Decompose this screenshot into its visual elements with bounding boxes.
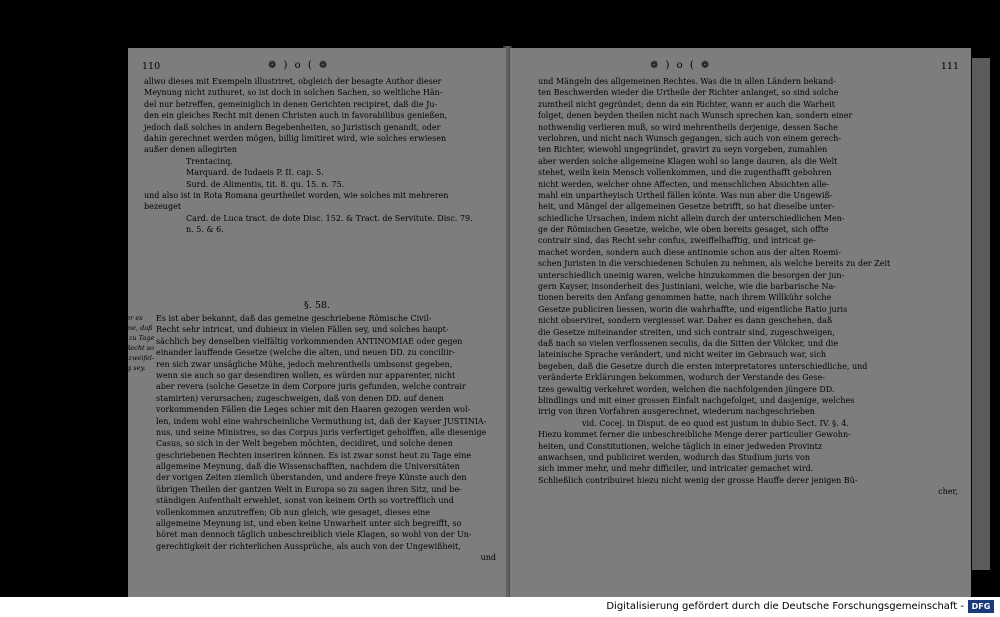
text-line: Casus, so sich in der Welt begeben möchten, decidiret, und solche denen: [156, 439, 453, 449]
text-line: vorkommenden Fällen die Leges schier mit den Haaren gezogen werden wol-: [156, 405, 471, 415]
text-line: übrigen Theilen der gantzen Welt in Europa so zu sagen ihren Sitz, und be-: [156, 484, 462, 494]
text-line: stamirten) verursachen; zugeschweigen, daß von denen DD. auf denen: [156, 393, 444, 403]
catchword: und: [480, 553, 496, 563]
text-line: und Mängeln des allgemeinen Rechtes. Was die in allen Ländern bekand-: [538, 77, 836, 86]
left-text-block-1: [144, 76, 494, 235]
text-line: ge der Römischen Gesetze, welche, wie oben bereits gesaget, sich offte: [538, 225, 829, 235]
text-line: lateinische Sprache verändert, und nicht weiter im Gebrauch war, sich: [538, 350, 826, 360]
text-line: irrig von ihren Vorfahren ausgerechnet, wiederum nachgeschrieben: [538, 407, 815, 417]
text-line: zumtheil nicht gegründet; denn da ein Richter, wann er auch die Warheit: [538, 99, 835, 109]
text-line: aber revera (solche Gesetze in dem Corpore juris gefunden, welche contrair: [156, 382, 466, 392]
text-line: ren sich zwar unsägliche Mühe, jedoch mehrentheils umbsonst gegeben,: [156, 359, 453, 369]
right-page: [510, 48, 971, 597]
header-ornament-left: ❁ ) o ( ❁: [268, 60, 330, 71]
text-line: tionen bereits den Anfang genommen hatte, nach ihrem Willkühr solche: [538, 293, 832, 303]
text-line: die Gesetze miteinander streiten, und sich contrair sind, zugeschweigen,: [538, 327, 835, 337]
section-heading: §. 58.: [304, 300, 330, 311]
left-page: [112, 48, 506, 597]
citation-line: Surd. de Alimentis, tit. 8. qu. 15. n. 75.: [186, 179, 345, 189]
text-line: ständigen Aufenthalt erwehlet, sonst von keinem Orth so vortrefflich und: [156, 496, 454, 506]
footer-bar: [0, 597, 1000, 617]
text-line: del nur betreffen, gemeiniglich in denen Gerichten recipiret, daß die Ju-: [144, 99, 438, 109]
funding-notice: Digitalisierung gefördert durch die Deutsche Forschungsgemeinschaft -: [606, 601, 964, 612]
right-text-block: [538, 76, 958, 497]
text-line: dahin gerechnet werden mögen, billig limitiret wird, wie solches erwiesen: [144, 133, 447, 143]
text-line: der vorigen Zeiten ziemlich überstanden, und andere freye Künste auch den: [156, 473, 467, 483]
text-line: sächlich bey denselben vielfältig vorkommenden ANTINOMIAE oder gegen: [156, 336, 463, 346]
text-line: folget, denen beyden theilen nicht nach Wunsch sprechen kan, sondern einer: [538, 111, 853, 121]
text-line: und also ist in Rota Romana geurtheilet worden, wie solches mit mehreren: [144, 190, 449, 200]
text-line: gern Kayser, insonderheit des Justiniani, welche, wie die barbarische Na-: [538, 282, 836, 292]
text-line: schiedliche Ursachen, indem nicht allein durch der unterschiedlichen Men-: [538, 213, 845, 223]
page-number-right: 111: [940, 61, 959, 72]
text-line: tzes gewaltig verkehret worden, welchen die nachfolgenden jüngere DD.: [538, 384, 835, 394]
text-line: blindlings und mit einer grossen Einfalt nachgefolget, und dasjenige, welches: [538, 395, 855, 405]
text-line: mahl ein unpartheyisch Urtheil fällen könte. Was nun aber die Ungewiß-: [538, 190, 833, 200]
text-line: gerechtigkeit der richterlichen Aussprüche, als auch von der Ungewißheit,: [156, 541, 461, 551]
dfg-logo[interactable]: DFG: [968, 600, 994, 613]
text-line: nicht werden, welcher ohne Affecten, und menschlichen Absichten alle-: [538, 179, 830, 189]
text-line: sich immer mehr, und mehr difficiler, und intricater gemachet wird.: [538, 464, 814, 474]
text-line: allgemeine Meynung ist, und eben keine Unwarheit unter sich begreifft, so: [156, 519, 462, 529]
text-line: begeben, daß die Gesetze durch die ersten interpretatores unterschiedliche, und: [538, 361, 868, 371]
text-line: Meynung nicht zuthuret, so ist doch in solchen Sachen, so weltliche Hän-: [144, 88, 443, 98]
citation-line: Marquard. de Iudaeis P. II. cap. 5.: [186, 168, 324, 178]
text-line: Schließlich contribuiret hiezu nicht wenig der grosse Hauffe derer jenigen Bü-: [538, 475, 858, 485]
text-line: machet worden, sondern auch diese antinomie schon aus der alten Roemi-: [538, 247, 841, 257]
text-line: Es ist aber bekannt, daß das gemeine geschriebene Römische Civil-: [156, 314, 432, 323]
text-line: bezeuget: [144, 202, 182, 212]
margin-note-line: haftig sey.: [112, 364, 146, 372]
text-line: jedoch daß solches in andern Begebenheiten, so Juristisch genandt, oder: [144, 122, 441, 132]
text-line: geschriebenen Rechten inseriren können. Es ist zwar sonst heut zu Tage eine: [156, 450, 472, 460]
margin-note-line: Woher es: [112, 314, 143, 322]
text-line: vollenkommen anzutreffen; Ob nun gleich, wie gesaget, dieses eine: [156, 507, 431, 517]
text-line: heiten, und Constitutionen, welche täglich in einer jedweden Provintz: [538, 441, 823, 451]
catchword: cher,: [938, 487, 958, 497]
page-number-left: 110: [142, 61, 161, 72]
header-ornament-right: ❁ ) o ( ❁: [650, 60, 712, 71]
text-line: Hiezu kommet ferner die unbeschreibliche Menge derer particulier Gewohn-: [538, 430, 851, 440]
margin-note-line: heut zu Tage: [112, 334, 155, 342]
text-line: schen Juristen in die verschiedenen Schulen zu nehmen, als welche bereits zu der Zeit: [538, 259, 891, 269]
text-line: stehet, weiln kein Mensch vollenkommen, und die zugenthafft gebohren: [538, 168, 832, 178]
text-line: contrair sind, das Recht sehr confus, zweiffelhafftig, und intricat ge-: [538, 236, 816, 246]
margin-note-line: das Recht so: [112, 344, 154, 352]
citation-line: n. 5. & 6.: [186, 225, 224, 235]
left-text-block-2: [156, 313, 496, 564]
text-line: höret man dennoch täglich unbeschreiblich viele Klagen, so wohl von der Un-: [156, 530, 472, 540]
text-line: nothwendig verlieren muß, so wird mehrentheils derjenige, dessen Sache: [538, 122, 838, 132]
text-line: heit, und Mängel der allgemeinen Gesetze betrifft, so hat dieselbe unter-: [538, 202, 835, 212]
text-line: veränderte Erklärungen bekommen, wodurch der Verstande des Gese-: [538, 373, 825, 383]
text-line: verlohren, und nicht nach Wunsch gegangen, sich auch von einem gerech-: [538, 133, 842, 143]
text-line: nus, und seine Ministres, so das Corpus juris verfertiget geholffen, alle diesenige: [156, 427, 487, 437]
text-line: einander lauffende Gesetze (welche die alten, und neuen DD. zu conciliir-: [156, 348, 456, 358]
citation-line: vid. Cocej. in Disput. de eo quod est justum in dubio Sect. IV. §. 4.: [582, 418, 849, 428]
text-line: anwachsen, und publiciret werden, wodurch das Studium juris von: [538, 452, 811, 462]
text-line: ten Richter, wiewohl ungegründet, gravirt zu seyn vorgeben, zumahlen: [538, 145, 828, 155]
text-line: Recht sehr intricat, und dubieux in vielen Fällen sey, und solches haupt-: [156, 325, 449, 335]
margin-note: [112, 313, 154, 373]
text-line: nicht observiret, sondern vergiesset war. Daher es dann geschehen, daß: [538, 316, 833, 326]
text-line: wenn sie auch so gar desendiren wollen, es würden nur apparenter, nicht: [156, 370, 456, 380]
text-line: len, indem wohl eine wahrscheinliche Vermuthung ist, daß der Kayser JUSTINIA-: [156, 416, 487, 426]
citation-line: Card. de Luca tract. de dote Disc. 152. & Tract. de Servitute. Disc. 79.: [186, 213, 473, 223]
text-line: den ein gleiches Recht mit denen Christen auch in favorabilibus genießen,: [144, 111, 448, 121]
text-line: Gesetze publiciren liessen, worin die wahrhaffte, und eigentliche Ratio juris: [538, 304, 848, 314]
margin-note-line: komme, daß: [112, 324, 153, 332]
text-line: außer denen allegirten: [144, 145, 238, 155]
text-line: ten Beschwerden wieder die Urtheile der Richter anlanget, so sind solche: [538, 88, 839, 98]
margin-note-line: sehr zweifel-: [112, 354, 154, 362]
text-line: allwo dieses mit Exempeln illustriret, obgleich der besagte Author dieser: [144, 77, 442, 86]
citation-line: Trentacinq.: [186, 156, 233, 166]
text-line: aber werden solche allgemeine Klagen wohl so lange dauren, als die Welt: [538, 156, 838, 166]
text-line: allgemeine Meynung, daß die Wissenschafften, nachdem die Universitäten: [156, 462, 460, 472]
text-line: unterschiedlich uneinig waren, welche hinzukommen die besorgen der jun-: [538, 270, 845, 280]
right-page-edge: [972, 58, 990, 570]
text-line: daß nach so vielen verflossenen seculis, da die Sitten der Völcker, und die: [538, 338, 839, 348]
